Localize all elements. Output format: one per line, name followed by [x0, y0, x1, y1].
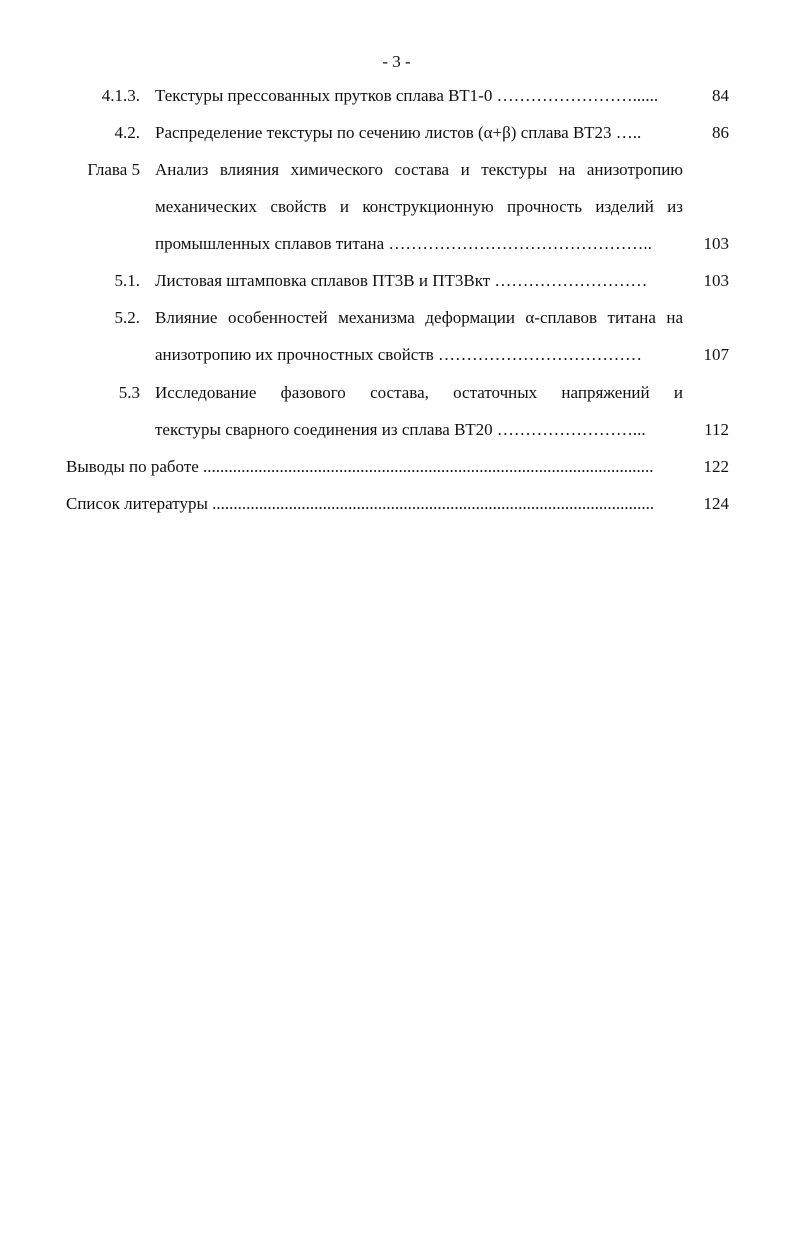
toc-entry-5-1: Листовая штамповка сплавов ПТ3В и ПТ3Вкт ……………………… — [155, 271, 648, 290]
toc-entry-5-2-line-1: Влияние особенностей механизма деформации α-сплавов титана на — [155, 308, 683, 327]
toc-page-5-3: 112 — [704, 420, 729, 439]
toc-entry-5-3-line-2: текстуры сварного соединения из сплава ВТ20 ……………………... — [155, 420, 646, 439]
toc-page-4-2: 86 — [712, 123, 729, 142]
toc-label-4-1-3: 4.1.3. — [101, 86, 140, 105]
toc-entry-chapter-5-line-1: Анализ влияния химического состава и текстуры на анизотропию — [155, 160, 683, 179]
toc-page-chapter-5: 103 — [703, 234, 729, 253]
toc-entry-conclusions: Выводы по работе .......................................................................................................... — [66, 457, 654, 476]
toc-page-4-1-3: 84 — [712, 86, 729, 105]
toc-entry-chapter-5-line-3: промышленных сплавов титана ……………………………………….. — [155, 234, 652, 253]
toc-entry-references: Список литературы ........................................................................................................ — [66, 494, 655, 513]
toc-page-5-1: 103 — [703, 271, 729, 290]
toc-page-5-2: 107 — [703, 345, 729, 364]
toc-label-5-1: 5.1. — [114, 271, 140, 290]
toc-entry-4-1-3: Текстуры прессованных прутков сплава ВТ1-0 ……………………...... — [155, 86, 659, 105]
page-number: - 3 - — [382, 52, 411, 71]
toc-entry-5-3-line-1: Исследование фазового состава, остаточных напряжений и — [155, 383, 683, 402]
toc-entry-5-2-line-2: анизотропию их прочностных свойств ……………………………… — [155, 345, 643, 364]
toc-label-chapter-5: Глава 5 — [87, 160, 140, 179]
toc-label-4-2: 4.2. — [114, 123, 140, 142]
toc-label-5-2: 5.2. — [114, 308, 140, 327]
toc-entry-chapter-5-line-2: механических свойств и конструкционную прочность изделий из — [155, 197, 683, 216]
toc-entry-4-2: Распределение текстуры по сечению листов (α+β) сплава ВТ23 ….. — [155, 123, 642, 142]
toc-label-5-3: 5.3 — [118, 383, 140, 402]
toc-page-conclusions: 122 — [703, 457, 729, 476]
toc-page-references: 124 — [703, 494, 729, 513]
